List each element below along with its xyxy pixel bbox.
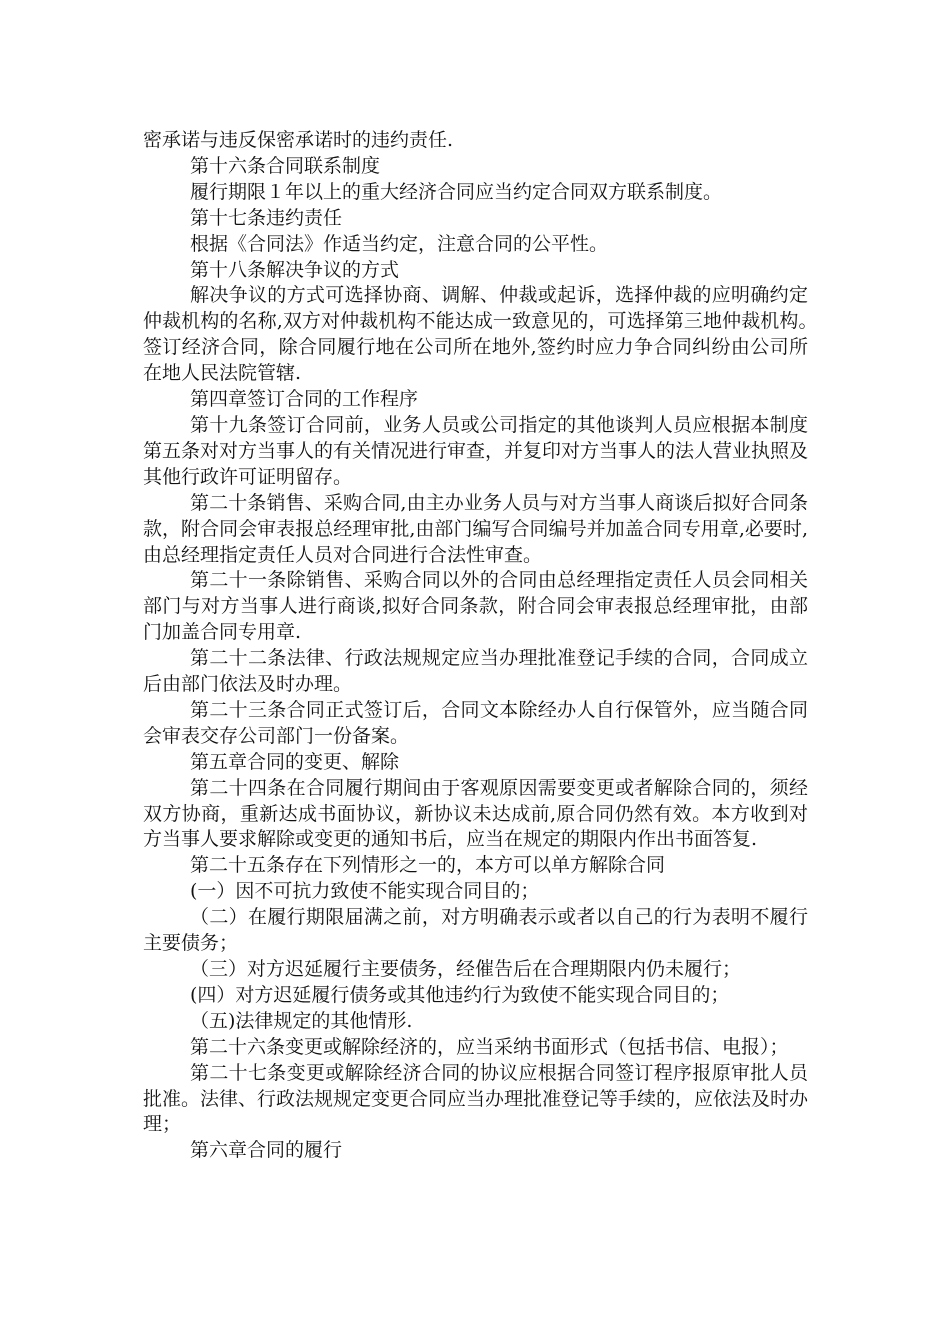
article-20-paragraph: 第二十条销售、采购合同,由主办业务人员与对方当事人商谈后拟好合同条款，附合同会审表报总经理审批,由部门编写合同编号并加盖合同专用章,必要时,由总经理指定责任人员对合同进行合法性审查。 <box>143 491 808 566</box>
list-item: (一）因不可抗力致使不能实现合同目的； <box>190 880 540 903</box>
document-body <box>143 128 828 1164</box>
article-25-paragraph: 第二十五条存在下列情形之一的，本方可以单方解除合同 <box>190 854 666 877</box>
paragraph: 履行期限１年以上的重大经济合同应当约定合同双方联系制度。 <box>190 180 723 203</box>
list-item: (四）对方迟延履行债务或其他违约行为致使不能实现合同目的； <box>190 983 730 1006</box>
list-item: （二）在履行期限届满之前，对方明确表示或者以自己的行为表明不履行主要债务； <box>143 906 808 955</box>
article-24-paragraph: 第二十四条在合同履行期间由于客观原因需要变更或者解除合同的，须经双方协商，重新达成书面协议，新协议未达成前,原合同仍然有效。本方收到对方当事人要求解除或变更的通知书后，应当在规定的期限内作出书面答复. <box>143 776 808 851</box>
chapter-4-heading: 第四章签订合同的工作程序 <box>190 388 419 411</box>
article-23-paragraph: 第二十三条合同正式签订后，合同文本除经办人自行保管外，应当随合同会审表交存公司部门一份备案。 <box>143 698 808 747</box>
chapter-5-heading: 第五章合同的变更、解除 <box>190 750 400 773</box>
list-item: （三）对方迟延履行主要债务，经催告后在合理期限内仍未履行； <box>190 958 742 980</box>
list-item: （五)法律规定的其他情形. <box>190 1009 413 1032</box>
article-22-paragraph: 第二十二条法律、行政法规规定应当办理批准登记手续的合同，合同成立后由部门依法及时办理。 <box>143 647 808 696</box>
article-26-paragraph: 第二十六条变更或解除经济的，应当采纳书面形式（包括书信、电报）； <box>190 1035 789 1058</box>
paragraph-continuation: 密承诺与违反保密承诺时的违约责任. <box>143 129 454 151</box>
chapter-6-heading: 第六章合同的履行 <box>190 1139 343 1162</box>
paragraph: 根据《合同法》作适当约定，注意合同的公平性。 <box>190 232 609 255</box>
article-18-heading: 第十八条解决争议的方式 <box>190 258 400 281</box>
paragraph: 解决争议的方式可选择协商、调解、仲裁或起诉，选择仲裁的应明确约定仲裁机构的名称,双方对仲裁机构不能达成一致意见的，可选择第三地仲裁机构。 签订经济合同，除合同履行地在公司所在地外,签约时应力争合同纠纷由公司所在地人民法院管辖. <box>143 284 828 385</box>
article-21-paragraph: 第二十一条除销售、采购合同以外的合同由总经理指定责任人员会同相关部门与对方当事人进行商谈,拟好合同条款，附合同会审表报总经理审批，由部门加盖合同专用章. <box>143 569 808 644</box>
article-19-paragraph: 第十九条签订合同前，业务人员或公司指定的其他谈判人员应根据本制度第五条对对方当事人的有关情况进行审查，并复印对方当事人的法人营业执照及其他行政许可证明留存。 <box>143 413 809 488</box>
article-27-paragraph: 第二十七条变更或解除经济合同的协议应根据合同签订程序报原审批人员批准。法律、行政法规规定变更合同应当办理批准登记等手续的，应依法及时办理； <box>143 1061 809 1136</box>
article-16-heading: 第十六条合同联系制度 <box>190 154 381 177</box>
article-17-heading: 第十七条违约责任 <box>190 206 343 229</box>
